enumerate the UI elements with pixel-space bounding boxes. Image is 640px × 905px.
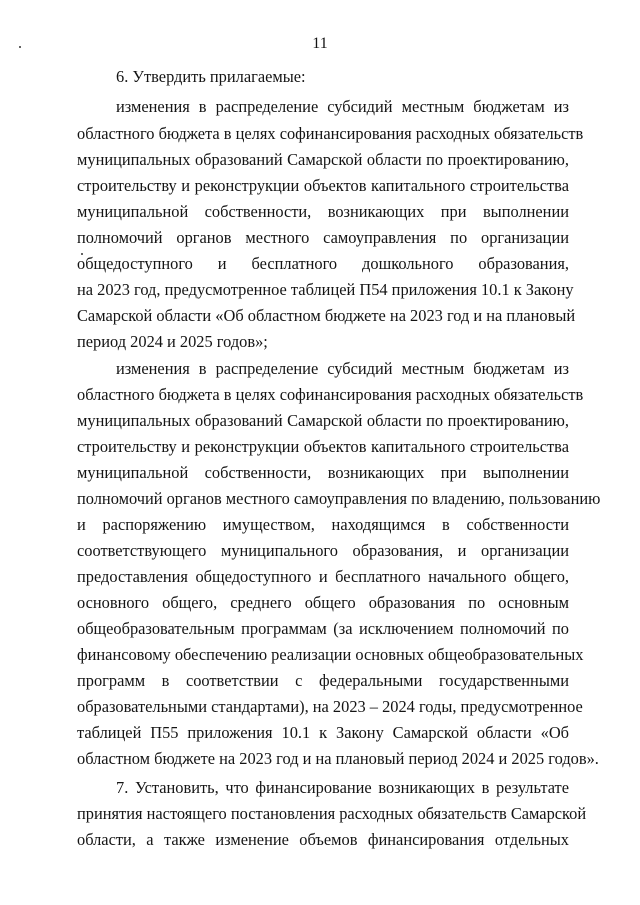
paragraph-line: предоставления общедоступного и бесплатного начального общего, [77, 567, 569, 586]
paragraph-line: областного бюджета в целях софинансирования расходных обязательств [77, 385, 584, 404]
paragraph-line: муниципальной собственности, возникающих при выполнении [77, 202, 569, 221]
paragraph-line: муниципальной собственности, возникающих при выполнении [77, 463, 569, 482]
item-6-heading: 6. Утвердить прилагаемые: [116, 67, 306, 86]
paragraph-line: 7. Установить, что финансирование возникающих в результате [116, 778, 569, 797]
paragraph-line: образовательными стандартами), на 2023 – 2024 годы, предусмотренное [77, 697, 583, 716]
paragraph-line: основного общего, среднего общего образования по основным [77, 593, 569, 612]
paragraph-line: Самарской области «Об областном бюджете на 2023 год и на плановый [77, 306, 576, 325]
paragraph-line: области, а также изменение объемов финансирования отдельных [77, 830, 569, 849]
paragraph-line: областном бюджете на 2023 год и на плановый период 2024 и 2025 годов». [77, 749, 599, 768]
paragraph-line: полномочий органов местного самоуправления по организации [77, 228, 569, 247]
paragraph-line: принятия настоящего постановления расходных обязательств Самарской [77, 804, 587, 823]
paragraph-line: период 2024 и 2025 годов»; [77, 332, 268, 351]
page-number: 11 [312, 35, 328, 52]
paragraph-line: финансовому обеспечению реализации основных общеобразовательных [77, 645, 584, 664]
paragraph-line: строительству и реконструкции объектов капитального строительства [77, 437, 569, 456]
paragraph-line: муниципальных образований Самарской области по проектированию, [77, 150, 569, 169]
paragraph-line: изменения в распределение субсидий местным бюджетам из [116, 359, 569, 378]
paragraph-line: общеобразовательным программам (за исключением полномочий по [77, 619, 569, 638]
paragraph-line: соответствующего муниципального образования, и организации [77, 541, 569, 560]
paragraph-line: изменения в распределение субсидий местным бюджетам из [116, 97, 569, 116]
paragraph-line: программ в соответствии с федеральными государственными [77, 671, 569, 690]
paragraph-line: строительству и реконструкции объектов капитального строительства [77, 176, 569, 195]
paragraph-line: общедоступного и бесплатного дошкольного образования, [77, 254, 569, 273]
paragraph-line: муниципальных образований Самарской области по проектированию, [77, 411, 569, 430]
paragraph-line: областного бюджета в целях софинансирования расходных обязательств [77, 124, 584, 143]
paragraph-line: и распоряжению имуществом, находящимся в собственности [77, 515, 569, 534]
paragraph-line: на 2023 год, предусмотренное таблицей П54 приложения 10.1 к Закону [77, 280, 574, 299]
paragraph-line: полномочий органов местного самоуправления по владению, пользованию [77, 489, 601, 508]
paragraph-line: таблицей П55 приложения 10.1 к Закону Самарской области «Об [77, 723, 569, 742]
